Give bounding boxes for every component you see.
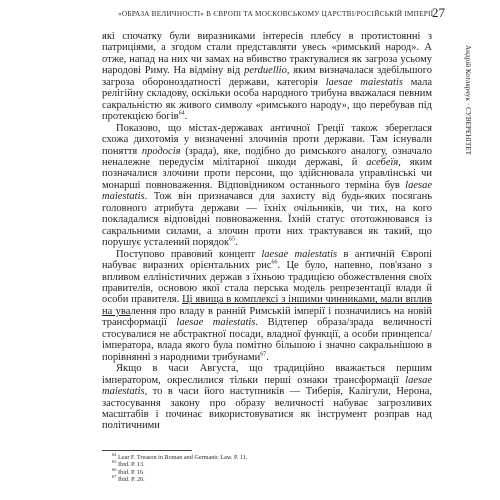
italic-term: perduellio	[244, 65, 287, 77]
text-run: .	[235, 237, 238, 249]
italic-term: laesae maiestatis	[102, 179, 432, 203]
text-run: .	[266, 351, 269, 363]
italic-term: laesae maiestatis	[325, 76, 403, 88]
footnote-divider	[102, 450, 192, 451]
italic-term: laesae maiestatis	[176, 317, 256, 329]
footnote-ref: 65	[229, 236, 236, 243]
text-run: . Це було, напевно, пов'язано з впливом елліністичних держав з їхньою традицією обожествлення своїх правителів, основою якої стала перська модель репрезентації влади й особи правителя.	[102, 260, 433, 306]
text-run: , яким визначалася здебільшого загроза обороноздатності держави, категорія	[102, 65, 432, 88]
text-run: .	[184, 111, 188, 123]
text-run: мала релігійну складову, оскільки особа народного трибуна вважалася певним сакральністю як живого символу «римського народу», що перебував під протекцією богів	[102, 76, 432, 123]
text-run: лення про владу в ранній Римській імперії і позначились на новій трансформації	[102, 305, 432, 329]
footnote: $^{67}$ Ibid. P. 20.	[112, 474, 145, 484]
paragraph	[102, 123, 432, 249]
text-run: , яким позначалися злочини проти персони, що здійснювала управлінські чи монарші повноваження. Відповідником останнього терміна був	[102, 156, 433, 191]
footnote-ref: 67	[260, 351, 267, 358]
page-number: 27	[432, 5, 445, 20]
body-text	[102, 31, 432, 432]
text-run: . Тож він призначався для захисту від будь-яких посягань головного атрибута держави — їхніх очільників, чи тих, на кого покладалися відповідні повноваження. Їхній статус ототожнювався із сакральними силами, а злочин проти них трактувався як такий, що порушує усталений порядок	[102, 191, 432, 249]
text-run: (зрада), яке, подібно до римського аналогу, означало неналежне передусім мілітарної шкоди державі, й	[102, 145, 433, 168]
text-run: в античній Європі набуває виразних орієнтальних рис	[102, 248, 432, 272]
footnote: $^{64}$ Lear F. Treason in Roman and Germanic Law. P. 11.	[112, 451, 248, 461]
italic-term: laesae maiestatis	[102, 374, 432, 398]
italic-term: асебеїя	[366, 156, 399, 168]
text-run: Поступово правовий концепт	[116, 248, 262, 260]
italic-term: laesae maiestatis	[261, 248, 338, 260]
footnote: $^{66}$ Ibid. P. 16.	[112, 466, 145, 476]
text-run: . Відтепер образа/зрада величності стосувалися не абстрактної посади, владної функції, а особи принцепса/імператора, влада якого була помітно більшою і значно сакральнішою в порівнянні з народними трибунами	[102, 317, 432, 363]
running-header: «ОБРАЗА ВЕЛИЧНОСТІ» В ЄВРОПІ ТА МОСКОВСЬКОМУ ЦАРСТВІ/РОСІЙСЬКІЙ ІМПЕРІЇ	[118, 9, 434, 18]
footnote-ref: 64	[178, 110, 185, 117]
footnote-ref: 66	[271, 259, 278, 266]
paragraph	[102, 363, 432, 432]
footnotes	[112, 451, 412, 484]
underlined-text: Ці явища в комплексі з іншими чинниками, мали вплив на ува	[102, 294, 432, 317]
text-run: , то в часи його наступників — Тиберія, Калігули, Нерона, застосування закону про образу величності набуває загрозливих масштабів і починає використовуватися як інструмент розправ над політичними	[102, 386, 432, 432]
footnote: $^{65}$ Ibid. P. 13.	[112, 459, 145, 469]
side-running-label: Андрій Котлярчук · СУВЕРЕНІТЕТ	[464, 45, 472, 156]
text-run: Показово, що містах-державах античної Греції також збереглася схожа дихотомія у визначенні злочинів проти держави. Там існували поняття	[102, 122, 432, 157]
text-run: які спочатку були виразниками інтересів плебсу в протистоянні з патриціями, а згодом стали представляти увесь «римський народ». А отже, напад на них чи замах на вбивство трактувалися як загроза усьому народові Риму. На відміну від	[102, 31, 432, 77]
italic-term: продосія	[141, 145, 181, 157]
paragraph	[102, 249, 432, 364]
text-run: Якщо в часи Августа, що традиційно вважається першим імператором, окреслилися тільки перші ознаки трансформації	[102, 363, 432, 386]
paragraph	[102, 31, 432, 123]
